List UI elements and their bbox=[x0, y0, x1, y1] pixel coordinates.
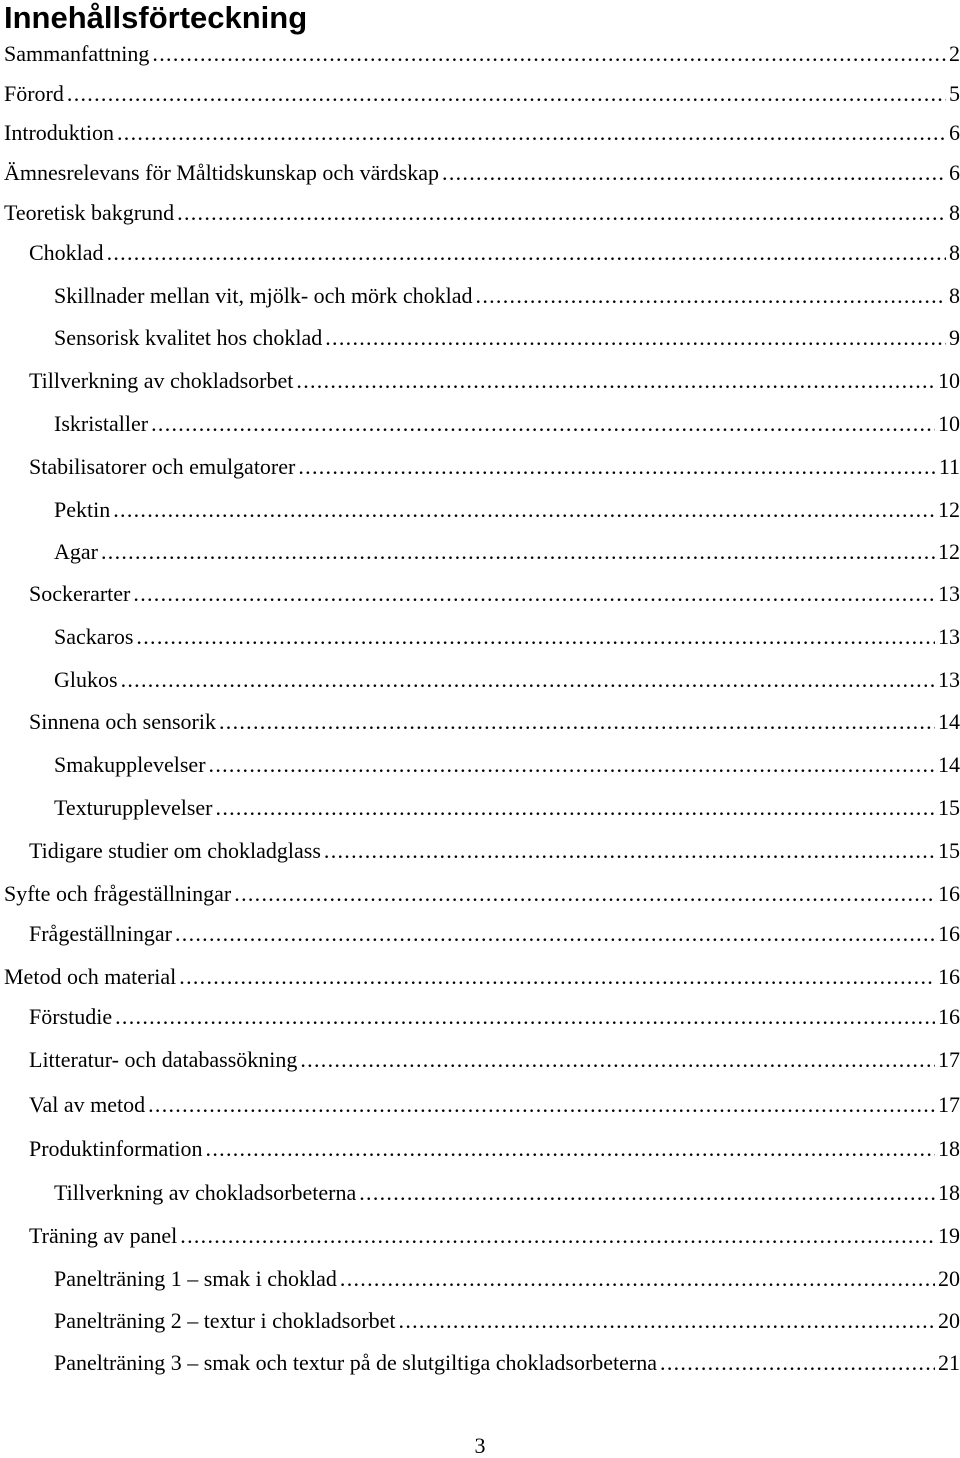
toc-entry[interactable] bbox=[54, 624, 960, 650]
dot-leader bbox=[300, 1047, 935, 1073]
dot-leader bbox=[148, 1092, 935, 1118]
toc-entry[interactable] bbox=[54, 1350, 960, 1376]
toc-entry-label: Panelträning 1 – smak i choklad bbox=[54, 1266, 337, 1291]
dot-leader bbox=[151, 411, 935, 437]
dot-leader bbox=[340, 1266, 935, 1292]
toc-entry-page: 13 bbox=[938, 624, 960, 649]
toc-entry-page: 16 bbox=[938, 921, 960, 946]
toc-entry-label: Introduktion bbox=[4, 120, 114, 145]
toc-entry-label: Sensorisk kvalitet hos choklad bbox=[54, 325, 323, 350]
toc-entry-label: Tidigare studier om chokladglass bbox=[29, 838, 321, 863]
page-number: 3 bbox=[474, 1433, 486, 1458]
toc-entry-page: 5 bbox=[949, 81, 960, 106]
toc-entry-page: 20 bbox=[938, 1308, 960, 1333]
dot-leader bbox=[442, 160, 946, 186]
toc-entry-page: 9 bbox=[949, 325, 960, 350]
toc-entry-page: 13 bbox=[938, 581, 960, 606]
toc-entry-page: 12 bbox=[938, 539, 960, 564]
toc-entry[interactable] bbox=[4, 120, 960, 146]
toc-entry-label: Tillverkning av chokladsorbeterna bbox=[54, 1180, 357, 1205]
toc-entry[interactable] bbox=[54, 667, 960, 693]
toc-entry-label: Skillnader mellan vit, mjölk- och mörk choklad bbox=[54, 283, 473, 308]
toc-entry-page: 15 bbox=[938, 795, 960, 820]
toc-entry-page: 16 bbox=[938, 1004, 960, 1029]
toc-entry-label: Glukos bbox=[54, 667, 118, 692]
dot-leader bbox=[660, 1350, 935, 1376]
toc-entry[interactable] bbox=[54, 795, 960, 821]
toc-entry-page: 18 bbox=[938, 1180, 960, 1205]
dot-leader bbox=[152, 41, 946, 67]
dot-leader bbox=[298, 454, 935, 480]
toc-entry[interactable] bbox=[54, 1266, 960, 1292]
toc-entry-label: Litteratur- och databassökning bbox=[29, 1047, 298, 1072]
toc-entry-label: Sammanfattning bbox=[4, 41, 150, 66]
toc-entry[interactable] bbox=[29, 368, 960, 394]
toc-heading: Innehållsförteckning bbox=[4, 0, 308, 35]
toc-entry-page: 17 bbox=[938, 1047, 960, 1072]
toc-entry-label: Panelträning 2 – textur i chokladsorbet bbox=[54, 1308, 396, 1333]
toc-entry[interactable] bbox=[29, 1004, 960, 1030]
dot-leader bbox=[216, 795, 935, 821]
toc-entry-label: Tillverkning av chokladsorbet bbox=[29, 368, 294, 393]
toc-entry-label: Sackaros bbox=[54, 624, 134, 649]
dot-leader bbox=[136, 624, 935, 650]
toc-entry[interactable] bbox=[54, 1180, 960, 1206]
toc-entry[interactable] bbox=[54, 1308, 960, 1334]
dot-leader bbox=[234, 881, 935, 907]
toc-entry-label: Agar bbox=[54, 539, 98, 564]
toc-entry[interactable] bbox=[4, 41, 960, 67]
toc-entry-page: 6 bbox=[949, 160, 960, 185]
toc-entry-label: Texturupplevelser bbox=[54, 795, 213, 820]
toc-entry[interactable] bbox=[29, 1092, 960, 1118]
dot-leader bbox=[179, 964, 935, 990]
dot-leader bbox=[101, 539, 935, 565]
toc-entry[interactable] bbox=[29, 1047, 960, 1073]
toc-entry[interactable] bbox=[29, 240, 960, 266]
dot-leader bbox=[209, 752, 935, 778]
toc-entry[interactable] bbox=[54, 411, 960, 437]
toc-entry-label: Syfte och frågeställningar bbox=[4, 881, 232, 906]
toc-entry-page: 18 bbox=[938, 1136, 960, 1161]
toc-entry[interactable] bbox=[54, 497, 960, 523]
toc-entry-label: Panelträning 3 – smak och textur på de slutgiltiga chokladsorbeterna bbox=[54, 1350, 658, 1375]
toc-entry-page: 11 bbox=[938, 454, 960, 479]
toc-entry[interactable] bbox=[29, 1223, 960, 1249]
toc-entry[interactable] bbox=[4, 881, 960, 907]
toc-entry-page: 10 bbox=[938, 411, 960, 436]
dot-leader bbox=[399, 1308, 935, 1334]
toc-entry-page: 13 bbox=[938, 667, 960, 692]
toc-entry[interactable] bbox=[29, 1136, 960, 1162]
toc-entry-label: Sockerarter bbox=[29, 581, 131, 606]
dot-leader bbox=[113, 497, 935, 523]
dot-leader bbox=[324, 838, 935, 864]
toc-entry[interactable] bbox=[4, 160, 960, 186]
toc-entry-label: Stabilisatorer och emulgatorer bbox=[29, 454, 296, 479]
toc-entry-label: Pektin bbox=[54, 497, 111, 522]
toc-entry[interactable] bbox=[54, 539, 960, 565]
dot-leader bbox=[325, 325, 946, 351]
toc-entry-label: Förord bbox=[4, 81, 64, 106]
dot-leader bbox=[476, 283, 946, 309]
toc-entry[interactable] bbox=[29, 581, 960, 607]
toc-entry[interactable] bbox=[54, 283, 960, 309]
dot-leader bbox=[117, 120, 946, 146]
toc-entry-label: Förstudie bbox=[29, 1004, 113, 1029]
toc-entry-page: 10 bbox=[938, 368, 960, 393]
toc-entry-label: Produktinformation bbox=[29, 1136, 203, 1161]
dot-leader bbox=[206, 1136, 935, 1162]
toc-entry-label: Teoretisk bakgrund bbox=[4, 200, 175, 225]
toc-entry-page: 17 bbox=[938, 1092, 960, 1117]
toc-entry-label: Träning av panel bbox=[29, 1223, 178, 1248]
toc-entry-page: 6 bbox=[949, 120, 960, 145]
toc-entry-label: Sinnena och sensorik bbox=[29, 709, 216, 734]
toc-entry-page: 14 bbox=[938, 752, 960, 777]
toc-entry-label: Frågeställningar bbox=[29, 921, 172, 946]
toc-entry-label: Metod och material bbox=[4, 964, 177, 989]
dot-leader bbox=[121, 667, 935, 693]
toc-entry[interactable] bbox=[29, 709, 960, 735]
dot-leader bbox=[107, 240, 946, 266]
toc-entry[interactable] bbox=[4, 81, 960, 107]
dot-leader bbox=[115, 1004, 935, 1030]
dot-leader bbox=[67, 81, 946, 107]
dot-leader bbox=[180, 1223, 935, 1249]
toc-entry-label: Iskristaller bbox=[54, 411, 149, 436]
dot-leader bbox=[133, 581, 935, 607]
toc-entry-page: 8 bbox=[949, 240, 960, 265]
toc-entry-page: 2 bbox=[949, 41, 960, 66]
toc-entry-page: 8 bbox=[949, 283, 960, 308]
toc-entry-page: 14 bbox=[938, 709, 960, 734]
toc-entry-page: 16 bbox=[938, 964, 960, 989]
toc-entry[interactable] bbox=[29, 921, 960, 947]
toc-entry[interactable] bbox=[29, 838, 960, 864]
toc-entry-page: 19 bbox=[938, 1223, 960, 1248]
toc-entry[interactable] bbox=[54, 752, 960, 778]
dot-leader bbox=[359, 1180, 935, 1206]
toc-entry-label: Val av metod bbox=[29, 1092, 146, 1117]
toc-entry[interactable] bbox=[4, 200, 960, 226]
toc-entry-page: 21 bbox=[938, 1350, 960, 1375]
dot-leader bbox=[219, 709, 935, 735]
toc-entry-label: Smakupplevelser bbox=[54, 752, 206, 777]
toc-entry[interactable] bbox=[4, 964, 960, 990]
toc-entry-label: Ämnesrelevans för Måltidskunskap och värdskap bbox=[4, 160, 440, 185]
toc-entry-page: 15 bbox=[938, 838, 960, 863]
dot-leader bbox=[177, 200, 946, 226]
dot-leader bbox=[175, 921, 935, 947]
toc-entry-label: Choklad bbox=[29, 240, 104, 265]
toc-entry-page: 12 bbox=[938, 497, 960, 522]
toc-entry-page: 16 bbox=[938, 881, 960, 906]
toc-entry-page: 8 bbox=[949, 200, 960, 225]
toc-entry[interactable] bbox=[29, 454, 960, 480]
toc-entry-page: 20 bbox=[938, 1266, 960, 1291]
toc-entry[interactable] bbox=[54, 325, 960, 351]
dot-leader bbox=[296, 368, 935, 394]
